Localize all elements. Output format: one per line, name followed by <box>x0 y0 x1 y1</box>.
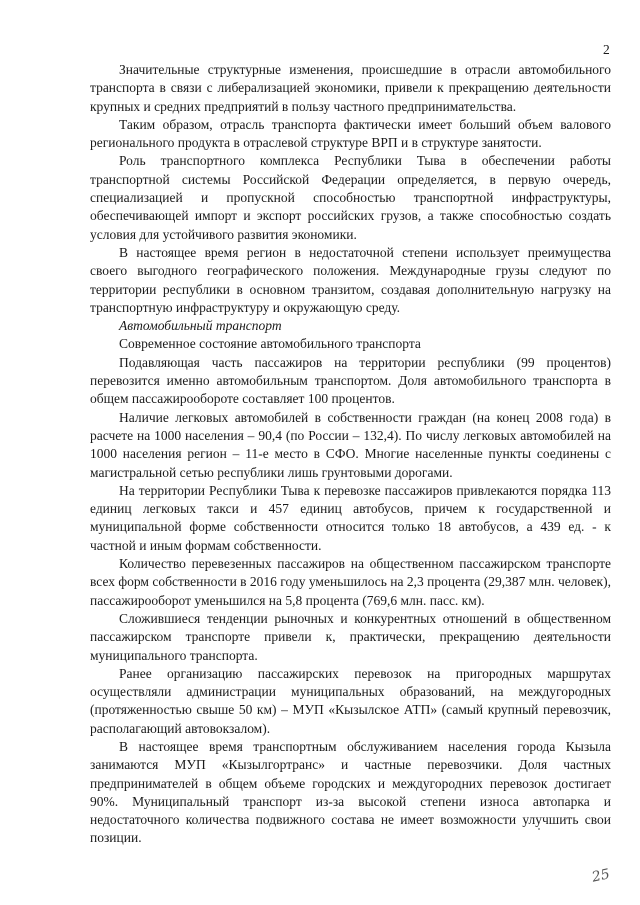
paragraph: Количество перевезенных пассажиров на общественном пассажирском транспорте всех форм собственности в 2016 году уменьшилось на 2,3 процента (29,387 млн. человек), пассажирооборот уменьшился на 5,8 процента (769,6 млн. пасс. км). <box>90 556 611 608</box>
paragraph: Подавляющая часть пассажиров на территории республики (99 процентов) перевозится именно автомобильным транспортом. Доля автомобильного транспорта в общем пассажирообороте составляет 100 процентов. <box>90 354 611 407</box>
paragraph: На территории Республики Тыва к перевозке пассажиров привлекаются порядка 113 единиц легковых такси и 457 единиц автобусов, причем к государственной и муниципальной форме собственности относится только 18 автобусов, а 439 ед. - к частной и иным формам собственности. <box>90 482 611 553</box>
document-body <box>90 61 611 848</box>
paragraph: Таким образом, отрасль транспорта фактически имеет больший объем валового регионального продукта в отраслевой структуре ВРП и в структуре занятости. <box>90 116 611 151</box>
subsection-heading: Современное состояние автомобильного транспорта <box>119 336 421 352</box>
paragraph: В настоящее время транспортным обслуживанием населения города Кызыла занимаются МУП «Кызылгортранс» и частные перевозчики. Доля частных предпринимателей в общем объеме городских и междугородних перевозок достигает 90%. Муниципальный транспорт из-за высокой степени износа автопарка и недостаточного количества подвижного состава не имеет возможности улучшить свои позиции. <box>90 738 611 846</box>
scan-speck <box>538 828 540 830</box>
section-heading: Автомобильный транспорт <box>119 318 282 334</box>
paragraph: Наличие легковых автомобилей в собственности граждан (на конец 2008 года) в расчете на 1000 населения – 90,4 (по России – 132,4). По числу легковых автомобилей на 1000 населения регион – 11-е место в СФО. Многие населенные пункты соединены с магистральной сетью республики лишь грунтовыми дорогами. <box>90 409 611 480</box>
handwritten-page-mark: 25 <box>590 866 612 886</box>
paragraph: В настоящее время регион в недостаточной степени использует преимущества своего выгодного географического положения. Международные грузы следуют по территории республики в основном транзитом, создавая дополнительную нагрузку на транспортную инфраструктуру и окружающую среду. <box>90 244 611 315</box>
paragraph: Значительные структурные изменения, происшедшие в отрасли автомобильного транспорта в связи с либерализацией экономики, привели к прекращению деятельности крупных и средних предприятий в пользу частного предпринимательства. <box>90 62 611 114</box>
page-number: 2 <box>603 42 610 57</box>
paragraph: Сложившиеся тенденции рыночных и конкурентных отношений в общественном пассажирском транспорте привели к, практически, прекращению деятельности муниципального транспорта. <box>90 610 611 663</box>
paragraph: Роль транспортного комплекса Республики Тыва в обеспечении работы транспортной системы Российской Федерации определяется, в первую очередь, специализацией и пропускной способностью транспортной инфраструктуры, обеспечивающей импорт и экспорт российских грузов, а также способностью создать условия для устойчивого развития экономики. <box>90 153 611 242</box>
paragraph: Ранее организацию пассажирских перевозок на пригородных маршрутах осуществляли администрации муниципальных образований, на междугородных (протяженностью свыше 50 км) – МУП «Кызылское АТП» (самый крупный перевозчик, располагающий автовокзалом). <box>90 665 611 736</box>
